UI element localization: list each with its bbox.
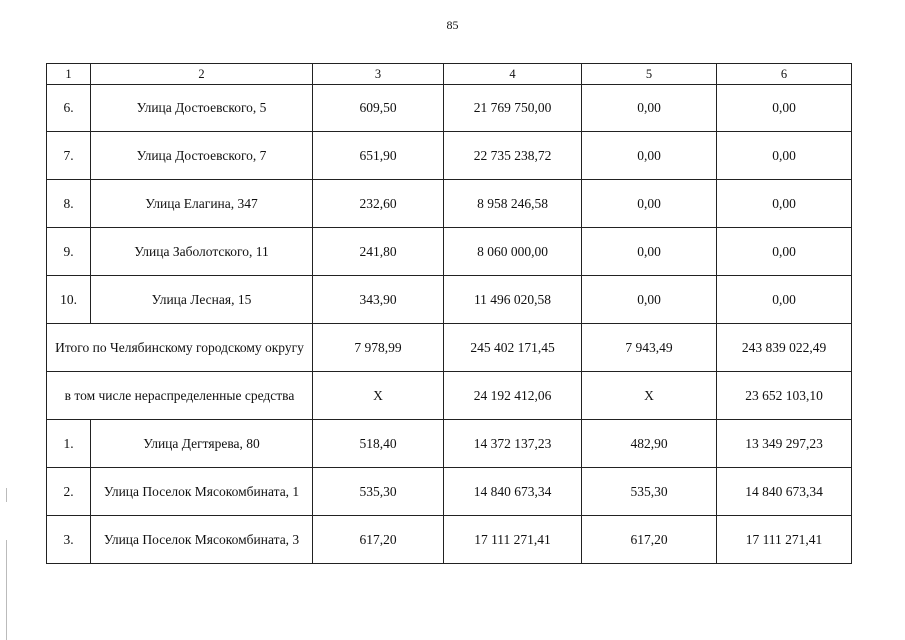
value-cell: 14 372 137,23 <box>444 420 582 468</box>
table-row <box>47 468 852 516</box>
value-cell: 14 840 673,34 <box>444 468 582 516</box>
value-cell: 0,00 <box>582 276 717 324</box>
value-cell: 482,90 <box>582 420 717 468</box>
value-cell: 0,00 <box>717 180 852 228</box>
value-cell: 7 943,49 <box>582 324 717 372</box>
value-cell: 0,00 <box>717 132 852 180</box>
value-cell: 535,30 <box>582 468 717 516</box>
table-row <box>47 85 852 132</box>
row-number: 1. <box>47 420 91 468</box>
value-cell: 535,30 <box>313 468 444 516</box>
total-label: Итого по Челябинскому городскому округу <box>47 324 313 372</box>
address-cell: Улица Поселок Мясокомбината, 3 <box>91 516 313 564</box>
total-row <box>47 324 852 372</box>
value-cell: 0,00 <box>582 132 717 180</box>
value-cell: 609,50 <box>313 85 444 132</box>
header-row <box>47 64 852 85</box>
value-cell: 241,80 <box>313 228 444 276</box>
data-table <box>46 63 852 564</box>
table-row <box>47 228 852 276</box>
page-number: 85 <box>446 18 459 32</box>
value-cell: 8 958 246,58 <box>444 180 582 228</box>
value-cell: 651,90 <box>313 132 444 180</box>
address-cell: Улица Заболотского, 11 <box>91 228 313 276</box>
header-cell: 1 <box>47 64 91 85</box>
value-cell: 23 652 103,10 <box>717 372 852 420</box>
value-cell: 518,40 <box>313 420 444 468</box>
value-cell: 8 060 000,00 <box>444 228 582 276</box>
value-cell: X <box>582 372 717 420</box>
table-row <box>47 420 852 468</box>
row-number: 3. <box>47 516 91 564</box>
table-row <box>47 276 852 324</box>
header-cell: 4 <box>444 64 582 85</box>
value-cell: 0,00 <box>717 85 852 132</box>
value-cell: 0,00 <box>582 228 717 276</box>
value-cell: 17 111 271,41 <box>444 516 582 564</box>
row-number: 8. <box>47 180 91 228</box>
header-cell: 2 <box>91 64 313 85</box>
value-cell: 0,00 <box>717 228 852 276</box>
value-cell: 11 496 020,58 <box>444 276 582 324</box>
value-cell: 245 402 171,45 <box>444 324 582 372</box>
value-cell: 14 840 673,34 <box>717 468 852 516</box>
value-cell: 0,00 <box>582 85 717 132</box>
value-cell: 617,20 <box>313 516 444 564</box>
value-cell: 22 735 238,72 <box>444 132 582 180</box>
value-cell: 617,20 <box>582 516 717 564</box>
address-cell: Улица Дегтярева, 80 <box>91 420 313 468</box>
value-cell: X <box>313 372 444 420</box>
value-cell: 232,60 <box>313 180 444 228</box>
scan-margin-mark <box>6 540 7 640</box>
value-cell: 13 349 297,23 <box>717 420 852 468</box>
scan-margin-mark <box>6 488 7 502</box>
value-cell: 243 839 022,49 <box>717 324 852 372</box>
address-cell: Улица Елагина, 347 <box>91 180 313 228</box>
address-cell: Улица Достоевского, 7 <box>91 132 313 180</box>
value-cell: 17 111 271,41 <box>717 516 852 564</box>
row-number: 6. <box>47 85 91 132</box>
row-number: 10. <box>47 276 91 324</box>
value-cell: 343,90 <box>313 276 444 324</box>
table-row <box>47 132 852 180</box>
row-number: 7. <box>47 132 91 180</box>
value-cell: 0,00 <box>582 180 717 228</box>
header-cell: 6 <box>717 64 852 85</box>
value-cell: 21 769 750,00 <box>444 85 582 132</box>
table-row <box>47 180 852 228</box>
undistributed-row <box>47 372 852 420</box>
value-cell: 7 978,99 <box>313 324 444 372</box>
value-cell: 24 192 412,06 <box>444 372 582 420</box>
address-cell: Улица Поселок Мясокомбината, 1 <box>91 468 313 516</box>
header-cell: 5 <box>582 64 717 85</box>
address-cell: Улица Достоевского, 5 <box>91 85 313 132</box>
address-cell: Улица Лесная, 15 <box>91 276 313 324</box>
undistributed-label: в том числе нераспределенные средства <box>47 372 313 420</box>
row-number: 9. <box>47 228 91 276</box>
header-cell: 3 <box>313 64 444 85</box>
value-cell: 0,00 <box>717 276 852 324</box>
row-number: 2. <box>47 468 91 516</box>
table-row <box>47 516 852 564</box>
